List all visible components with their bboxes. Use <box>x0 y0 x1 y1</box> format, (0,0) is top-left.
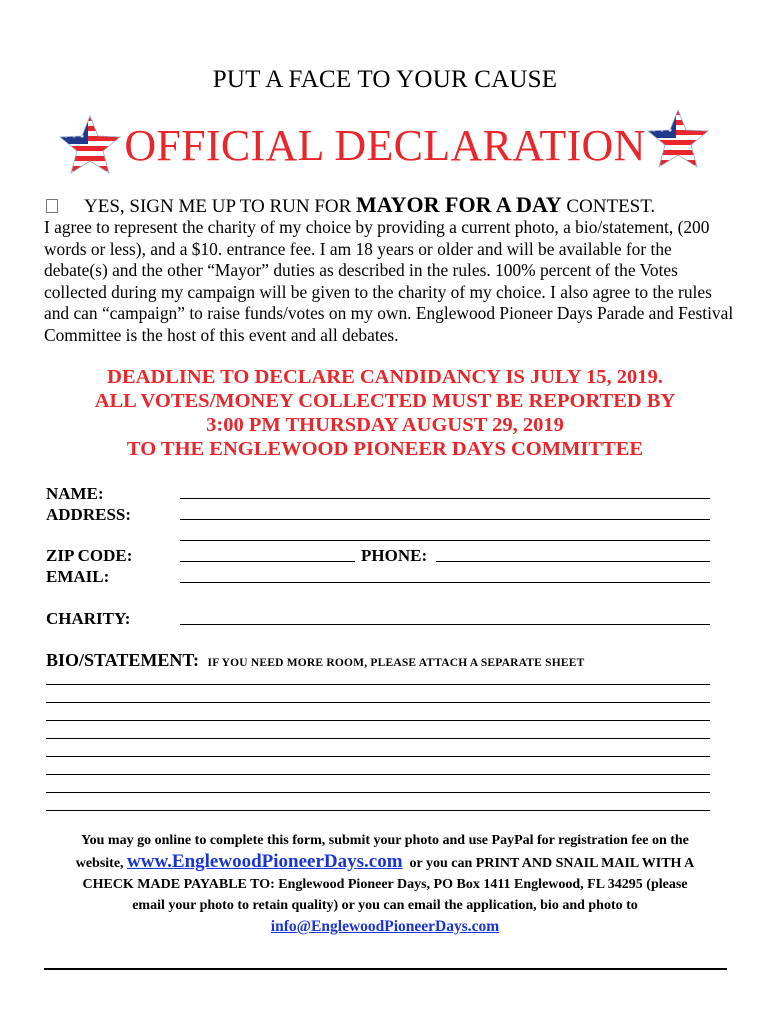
phone-label: PHONE: <box>361 546 428 565</box>
agreement-paragraph: I agree to represent the charity of my choice by providing a current photo, a bio/statement, (200 words or less), and a $10. entrance fee. I am 18 years or older and will be available for the debate(s) and the other “Mayor” duties as described in the rules. 100% percent of the Votes collected during my campaign will be given to the charity of my choice. I also agree to the rules and can “campaign” to raise funds/votes on my own. Englewood Pioneer Days Parade and Festival Committee is the host of this event and all debates. <box>44 217 734 345</box>
bio-label: BIO/STATEMENT: <box>46 650 200 670</box>
bio-line[interactable] <box>46 738 710 739</box>
zip-label: ZIP CODE: <box>46 546 133 565</box>
email-link[interactable]: info@EnglewoodPioneerDays.com <box>270 918 500 935</box>
bottom-divider <box>44 968 727 970</box>
bio-line[interactable] <box>46 756 710 757</box>
name-field[interactable] <box>180 498 710 499</box>
deadline-line: 3:00 PM THURSDAY AUGUST 29, 2019 <box>206 414 564 436</box>
tagline: PUT A FACE TO YOUR CAUSE <box>212 66 558 93</box>
footer-line: CHECK MADE PAYABLE TO: Englewood Pioneer Days, PO Box 1411 Englewood, FL 34295 (please <box>82 877 688 892</box>
bio-line[interactable] <box>46 702 710 703</box>
deadline-notice <box>0 365 770 461</box>
bio-note: IF YOU NEED MORE ROOM, PLEASE ATTACH A SEPARATE SHEET <box>207 657 585 669</box>
checkbox-icon[interactable] <box>46 199 58 213</box>
footer-instructions <box>0 830 770 938</box>
footer-website-line <box>0 851 770 874</box>
website-link[interactable]: www.EnglewoodPioneerDays.com <box>127 851 403 872</box>
website-prefix: website, <box>75 856 124 871</box>
zip-field[interactable] <box>180 561 355 562</box>
bio-line[interactable] <box>46 720 710 721</box>
email-field[interactable] <box>180 582 710 583</box>
footer-line: email your photo to retain quality) or you can email the application, bio and photo to <box>132 898 638 913</box>
name-label: NAME: <box>46 484 104 503</box>
deadline-line: ALL VOTES/MONEY COLLECTED MUST BE REPORTED BY <box>94 390 676 412</box>
address-label: ADDRESS: <box>46 505 132 524</box>
bio-line[interactable] <box>46 792 710 793</box>
document-title: OFFICIAL DECLARATION <box>124 121 646 170</box>
deadline-line: TO THE ENGLEWOOD PIONEER DAYS COMMITTEE <box>126 438 644 460</box>
charity-label: CHARITY: <box>46 609 131 628</box>
footer-line: You may go online to complete this form, submit your photo and use PayPal for registration fee on the <box>81 833 689 848</box>
signup-suffix: CONTEST. <box>566 196 656 217</box>
website-suffix: or you can PRINT AND SNAIL MAIL WITH A <box>409 856 695 871</box>
signup-line <box>46 192 655 218</box>
email-label: EMAIL: <box>46 567 110 586</box>
phone-field[interactable] <box>436 561 710 562</box>
address-field-line1[interactable] <box>180 519 710 520</box>
signup-prefix: YES, SIGN ME UP TO RUN FOR <box>84 196 352 217</box>
bio-line[interactable] <box>46 684 710 685</box>
american-flag-star-icon <box>646 108 710 170</box>
bio-statement-heading <box>46 650 584 671</box>
deadline-line: DEADLINE TO DECLARE CANDIDANCY IS JULY 15, 2019. <box>107 366 663 388</box>
address-field-line2[interactable] <box>180 540 710 541</box>
bio-line[interactable] <box>46 810 710 811</box>
bio-line[interactable] <box>46 774 710 775</box>
signup-emphasis: MAYOR FOR A DAY <box>356 192 562 217</box>
charity-field[interactable] <box>180 624 710 625</box>
